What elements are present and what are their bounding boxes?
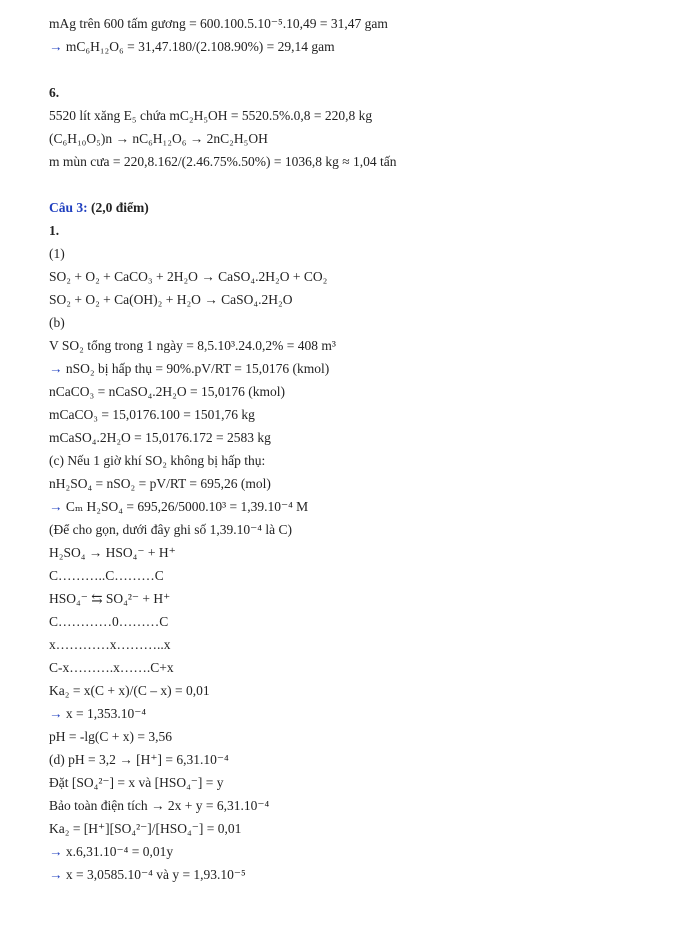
text-line: (c) Nếu 1 giờ khí SO₂ không bị hấp thụ: (49, 453, 266, 468)
text-line: (Để cho gọn, dưới đây ghi số 1,39.10⁻⁴ là C) (49, 522, 293, 537)
text-line: Bảo toàn điện tích → 2x + y = 6,31.10⁻⁴ (49, 798, 270, 813)
text-line: H₂SO₄ → HSO₄⁻ + H⁺ (49, 545, 176, 560)
text-line: Ka₂ = [H⁺][SO₄²⁻]/[HSO₄⁻] = 0,01 (49, 821, 242, 836)
question-heading (49, 196, 684, 219)
question-label: Câu 3: (49, 200, 88, 215)
text-line: nCaCO₃ = nCaSO₄.2H₂O = 15,0176 (kmol) (49, 384, 285, 399)
text-line: HSO₄⁻ ⇆ SO₄²⁻ + H⁺ (49, 591, 171, 606)
text-line: → x = 1,353.10⁻⁴ (49, 706, 147, 721)
text-line: mCaSO₄.2H₂O = 15,0176.172 = 2583 kg (49, 430, 271, 445)
text-line: → x = 3,0585.10⁻⁴ và y = 1,93.10⁻⁵ (49, 867, 246, 882)
text-line: SO₂ + O₂ + Ca(OH)₂ + H₂O → CaSO₄.2H₂O (49, 292, 293, 307)
question-points: (2,0 điểm) (91, 200, 149, 215)
spacer (49, 58, 684, 81)
text-line: mCaCO₃ = 15,0176.100 = 1501,76 kg (49, 407, 255, 422)
section-heading: 6. (49, 85, 60, 100)
text-line: SO₂ + O₂ + CaCO₃ + 2H₂O → CaSO₄.2H₂O + CO₂ (49, 269, 328, 284)
text-line: m mùn cưa = 220,8.162/(2.46.75%.50%) = 1036,8 kg ≈ 1,04 tấn (49, 154, 397, 169)
arrow-icon: → (49, 844, 63, 859)
text-line: pH = -lg(C + x) = 3,56 (49, 729, 172, 744)
document-page (49, 12, 684, 886)
text-line: V SO₂ tổng trong 1 ngày = 8,5.10³.24.0,2% = 408 m³ (49, 338, 336, 353)
text-line: → x.6,31.10⁻⁴ = 0,01y (49, 844, 174, 859)
text-line: → nSO₂ bị hấp thụ = 90%.pV/RT = 15,0176 (kmol) (49, 361, 330, 376)
arrow-icon: → (49, 39, 63, 54)
text-line: C………..C………C (49, 568, 164, 583)
text-line: nH₂SO₄ = nSO₂ = pV/RT = 695,26 (mol) (49, 476, 271, 491)
arrow-icon: → (49, 361, 63, 376)
arrow-icon: → (49, 499, 63, 514)
text-line: 5520 lít xăng E₅ chứa mC₂H₅OH = 5520.5%.0,8 = 220,8 kg (49, 108, 373, 123)
part-heading: 1. (49, 223, 60, 238)
answer-lines (49, 242, 684, 886)
text-line: C…………0………C (49, 614, 169, 629)
spacer (49, 173, 684, 196)
text-line: Ka₂ = x(C + x)/(C – x) = 0,01 (49, 683, 210, 698)
arrow-icon: → (49, 706, 63, 721)
text-line: → mC₆H₁₂O₆ = 31,47.180/(2.108.90%) = 29,14 gam (49, 39, 335, 54)
text-line: mAg trên 600 tấm gương = 600.100.5.10⁻⁵.10,49 = 31,47 gam (49, 16, 388, 31)
text-line: (C₆H₁₀O₅)n → nC₆H₁₂O₆ → 2nC₂H₅OH (49, 131, 268, 146)
text-line: → Cₘ H₂SO₄ = 695,26/5000.10³ = 1,39.10⁻⁴ M (49, 499, 309, 514)
text-line: (b) (49, 315, 65, 330)
text-line: Đặt [SO₄²⁻] = x và [HSO₄⁻] = y (49, 775, 224, 790)
text-line: (1) (49, 246, 65, 261)
text-line: C-x……….x…….C+x (49, 660, 174, 675)
text-line: x…………x………..x (49, 637, 171, 652)
arrow-icon: → (49, 867, 63, 882)
text-line: (d) pH = 3,2 → [H⁺] = 6,31.10⁻⁴ (49, 752, 229, 767)
